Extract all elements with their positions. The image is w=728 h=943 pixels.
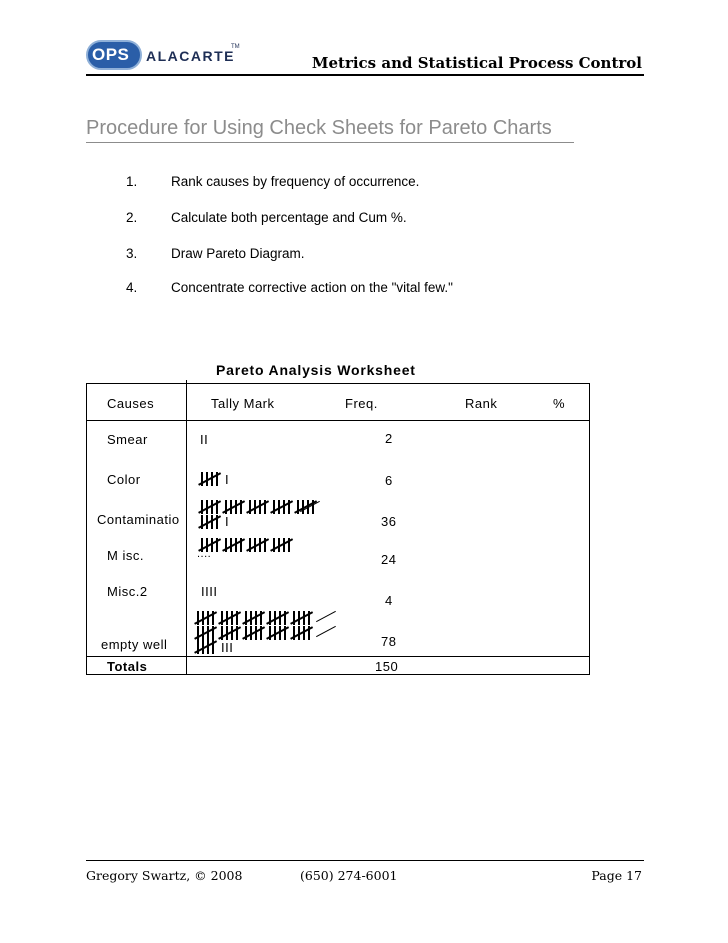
footer-phone: (650) 274-6001: [300, 868, 398, 883]
header-divider: [86, 74, 644, 76]
tally-group-five: [267, 611, 288, 625]
tally-text: III: [221, 640, 234, 655]
tally-text: I: [225, 472, 230, 487]
pareto-worksheet-table: [86, 383, 590, 675]
tally-slash: [316, 626, 336, 637]
column-header-tally: Tally Mark: [211, 396, 275, 411]
tally-group-five: [223, 538, 244, 552]
footer-divider: [86, 860, 644, 861]
step-number: 2.: [126, 210, 138, 225]
tally-text: IIII: [201, 584, 218, 599]
section-title: Procedure for Using Check Sheets for Pareto Charts: [86, 117, 552, 139]
totals-freq: 150: [375, 659, 399, 674]
cause-label: Misc.2: [107, 584, 148, 599]
tally-group-five: [199, 500, 220, 514]
step-number: 3.: [126, 246, 138, 261]
cause-label: M isc.: [107, 548, 144, 563]
footer-page-number: Page 17: [591, 868, 642, 883]
freq-value: 6: [385, 473, 393, 488]
logo-alacarte-text: ALACARTE: [146, 48, 235, 64]
tally-group-five: [223, 500, 244, 514]
step-text: Calculate both percentage and Cum %.: [171, 210, 407, 225]
footer-author: Gregory Swartz, © 2008: [86, 868, 243, 883]
step-text: Draw Pareto Diagram.: [171, 246, 305, 261]
column-header-percent: %: [553, 396, 566, 411]
tally-group-five: [247, 500, 268, 514]
totals-row-divider: [87, 656, 589, 657]
step-number: 4.: [126, 280, 138, 295]
step-text: Concentrate corrective action on the "vital few.": [171, 280, 453, 295]
header-title: Metrics and Statistical Process Control: [311, 54, 642, 72]
freq-value: 4: [385, 593, 393, 608]
tally-group-five: [195, 640, 216, 654]
ops-alacarte-logo: [86, 40, 240, 74]
tally-text: II: [200, 432, 209, 447]
tally-group-five: [271, 538, 292, 552]
cause-label: empty well: [101, 637, 168, 652]
column-header-causes: Causes: [107, 396, 155, 411]
tally-group-five: [267, 626, 288, 640]
tally-group-five: [195, 626, 216, 640]
logo-ops-text: OPS: [92, 45, 130, 64]
tally-group-five: [271, 500, 292, 514]
step-text: Rank causes by frequency of occurrence.: [171, 174, 420, 189]
section-title-underline: [86, 142, 574, 143]
cause-label: Color: [107, 472, 141, 487]
column-header-rank: Rank: [465, 396, 498, 411]
step-number: 1.: [126, 174, 138, 189]
column-divider: [186, 380, 187, 674]
freq-value: 36: [381, 514, 397, 529]
totals-label: Totals: [107, 659, 148, 674]
column-header-freq: Freq.: [345, 396, 378, 411]
logo-trademark: TM: [231, 44, 240, 50]
freq-value: 2: [385, 431, 393, 446]
tally-text: I: [225, 514, 230, 529]
tally-text: ....: [197, 548, 212, 560]
tally-group-five: [243, 611, 264, 625]
tally-group-five: [219, 626, 240, 640]
tally-group-five: [291, 611, 312, 625]
cause-label: Contaminatio: [97, 512, 180, 527]
tally-group-five: [219, 611, 240, 625]
tally-group-five: [247, 538, 268, 552]
tally-group-five: [199, 515, 220, 529]
worksheet-title: Pareto Analysis Worksheet: [216, 362, 416, 378]
tally-group-five: [195, 611, 216, 625]
tally-slash: [316, 611, 336, 622]
header-row-divider: [87, 420, 589, 421]
tally-group-five: [243, 626, 264, 640]
tally-group-five: [199, 472, 220, 486]
freq-value: 78: [381, 634, 397, 649]
freq-value: 24: [381, 552, 397, 567]
tally-group-five: [291, 626, 312, 640]
cause-label: Smear: [107, 432, 148, 447]
